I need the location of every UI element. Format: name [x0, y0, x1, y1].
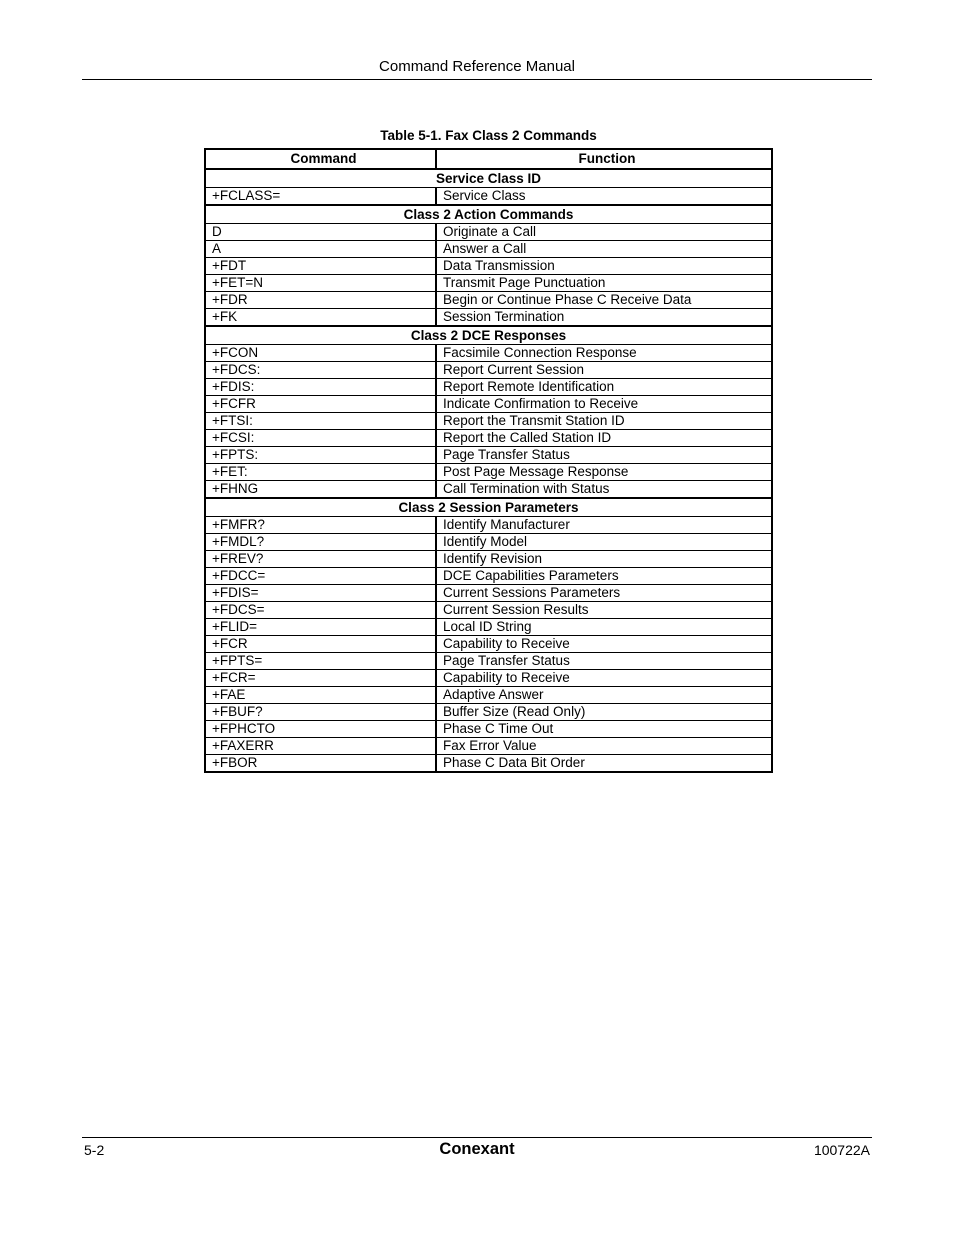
function-cell: Current Sessions Parameters	[436, 585, 771, 602]
command-cell: +FDIS:	[206, 379, 436, 396]
table-row	[206, 670, 771, 687]
command-cell: +FMFR?	[206, 517, 436, 534]
table-row	[206, 447, 771, 464]
table-row	[206, 292, 771, 309]
section-title: Class 2 Session Parameters	[206, 498, 771, 517]
table-row	[206, 224, 771, 241]
table-row	[206, 653, 771, 670]
function-cell: Report the Transmit Station ID	[436, 413, 771, 430]
command-cell: +FDCS=	[206, 602, 436, 619]
function-cell: Report Remote Identification	[436, 379, 771, 396]
table-row	[206, 602, 771, 619]
command-cell: +FHNG	[206, 481, 436, 499]
command-cell: +FMDL?	[206, 534, 436, 551]
function-cell: Transmit Page Punctuation	[436, 275, 771, 292]
section-title: Class 2 Action Commands	[206, 205, 771, 224]
command-cell: +FCR=	[206, 670, 436, 687]
command-cell: +FCON	[206, 345, 436, 362]
table-row	[206, 345, 771, 362]
command-cell: +FPTS:	[206, 447, 436, 464]
command-cell: +FK	[206, 309, 436, 327]
command-cell: +FBUF?	[206, 704, 436, 721]
function-cell: Phase C Data Bit Order	[436, 755, 771, 772]
command-cell: +FCLASS=	[206, 188, 436, 206]
function-cell: Data Transmission	[436, 258, 771, 275]
table-row	[206, 362, 771, 379]
function-cell: Facsimile Connection Response	[436, 345, 771, 362]
function-cell: Page Transfer Status	[436, 447, 771, 464]
table-row	[206, 755, 771, 772]
function-cell: Identify Model	[436, 534, 771, 551]
section-title: Class 2 DCE Responses	[206, 326, 771, 345]
function-cell: Call Termination with Status	[436, 481, 771, 499]
function-cell: Local ID String	[436, 619, 771, 636]
table-row	[206, 636, 771, 653]
commands-table-grid	[206, 150, 771, 771]
function-cell: Indicate Confirmation to Receive	[436, 396, 771, 413]
table-row	[206, 534, 771, 551]
table-row	[206, 568, 771, 585]
table-row	[206, 413, 771, 430]
section-header-row	[206, 498, 771, 517]
command-cell: +FCSI:	[206, 430, 436, 447]
function-cell: Originate a Call	[436, 224, 771, 241]
function-cell: Report the Called Station ID	[436, 430, 771, 447]
function-cell: Adaptive Answer	[436, 687, 771, 704]
footer-rule	[82, 1137, 872, 1138]
function-cell: Capability to Receive	[436, 670, 771, 687]
table-row	[206, 275, 771, 292]
section-header-row	[206, 169, 771, 188]
command-cell: +FLID=	[206, 619, 436, 636]
command-cell: +FDCS:	[206, 362, 436, 379]
table-row	[206, 396, 771, 413]
table-row	[206, 585, 771, 602]
command-cell: A	[206, 241, 436, 258]
footer-doc-number: 100722A	[813, 1142, 870, 1158]
function-cell: Answer a Call	[436, 241, 771, 258]
fax-commands-table	[204, 148, 773, 773]
command-cell: +FDIS=	[206, 585, 436, 602]
function-cell: Page Transfer Status	[436, 653, 771, 670]
function-cell: Begin or Continue Phase C Receive Data	[436, 292, 771, 309]
column-header-command: Command	[206, 150, 436, 169]
command-cell: +FET=N	[206, 275, 436, 292]
command-cell: +FPHCTO	[206, 721, 436, 738]
table-row	[206, 551, 771, 568]
command-cell: D	[206, 224, 436, 241]
function-cell: Service Class	[436, 188, 771, 206]
table-row	[206, 481, 771, 499]
function-cell: Identify Manufacturer	[436, 517, 771, 534]
command-cell: +FDT	[206, 258, 436, 275]
table-row	[206, 464, 771, 481]
table-row	[206, 721, 771, 738]
table-caption: Table 5-1. Fax Class 2 Commands	[380, 128, 597, 143]
table-row	[206, 738, 771, 755]
command-cell: +FPTS=	[206, 653, 436, 670]
footer-company: Conexant	[439, 1140, 515, 1158]
command-cell: +FCFR	[206, 396, 436, 413]
command-cell: +FAE	[206, 687, 436, 704]
function-cell: Capability to Receive	[436, 636, 771, 653]
function-cell: Current Session Results	[436, 602, 771, 619]
table-row	[206, 188, 771, 206]
command-cell: +FET:	[206, 464, 436, 481]
command-cell: +FAXERR	[206, 738, 436, 755]
table-row	[206, 258, 771, 275]
function-cell: Report Current Session	[436, 362, 771, 379]
function-cell: Buffer Size (Read Only)	[436, 704, 771, 721]
table-row	[206, 619, 771, 636]
section-header-row	[206, 205, 771, 224]
function-cell: Fax Error Value	[436, 738, 771, 755]
function-cell: Post Page Message Response	[436, 464, 771, 481]
command-cell: +FCR	[206, 636, 436, 653]
table-row	[206, 430, 771, 447]
header-rule	[82, 79, 872, 80]
command-cell: +FREV?	[206, 551, 436, 568]
table-row	[206, 687, 771, 704]
command-cell: +FTSI:	[206, 413, 436, 430]
section-title: Service Class ID	[435, 171, 542, 186]
table-body	[206, 169, 771, 771]
footer-page-number: 5-2	[84, 1142, 105, 1158]
function-cell: Identify Revision	[436, 551, 771, 568]
table-row	[206, 704, 771, 721]
section-header-row	[206, 326, 771, 345]
column-header-function: Function	[436, 150, 771, 169]
table-header-row	[206, 150, 771, 169]
function-cell: Phase C Time Out	[436, 721, 771, 738]
table-row	[206, 309, 771, 327]
page-header-title: Command Reference Manual	[379, 58, 575, 75]
function-cell: DCE Capabilities Parameters	[436, 568, 771, 585]
command-cell: +FDR	[206, 292, 436, 309]
table-row	[206, 241, 771, 258]
function-cell: Session Termination	[436, 309, 771, 327]
command-cell: +FDCC=	[206, 568, 436, 585]
table-row	[206, 379, 771, 396]
command-cell: +FBOR	[206, 755, 436, 772]
table-row	[206, 517, 771, 534]
